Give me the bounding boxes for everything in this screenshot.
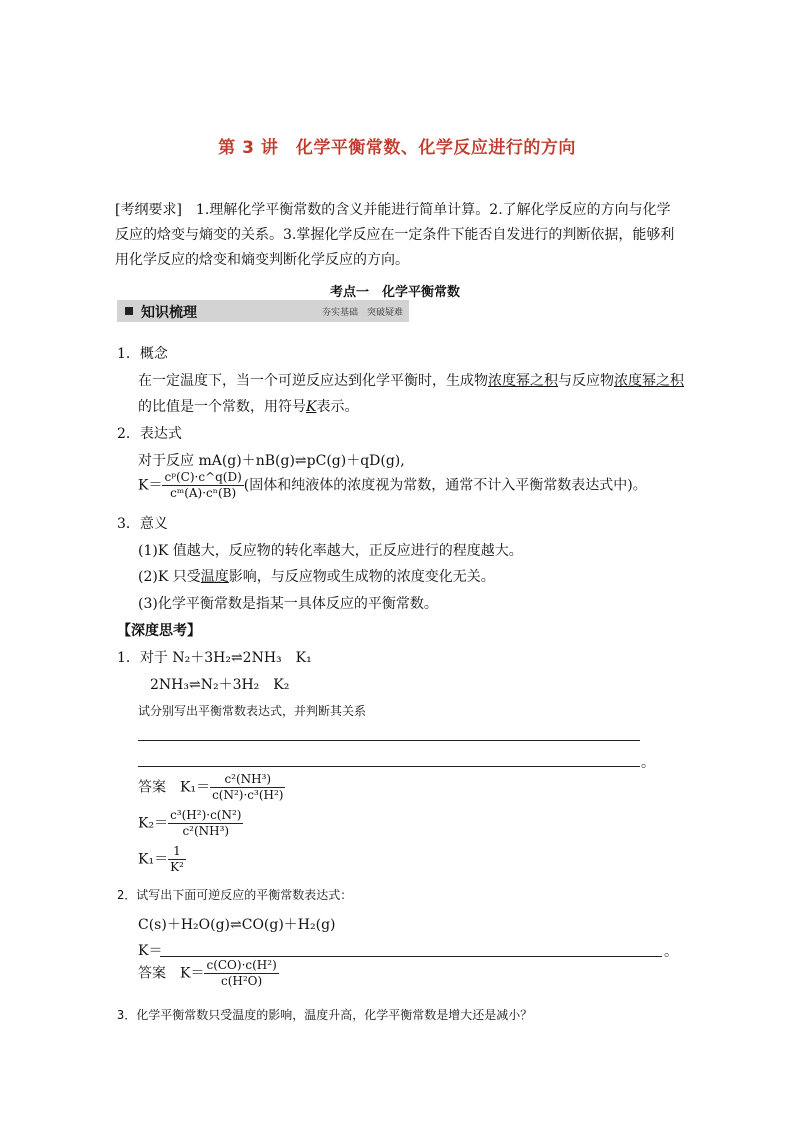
- expression-formula: [138, 470, 647, 501]
- expression-fraction: [162, 470, 243, 501]
- question-1-ask: 试分别写出平衡常数表达式，并判断其关系: [138, 704, 367, 718]
- q1-k1-numerator: c²(NH³): [210, 772, 285, 788]
- requirements-label: [考纲要求]: [115, 202, 182, 218]
- q1-k1b-fraction: [168, 844, 186, 875]
- q2-denominator: c(H²O): [221, 974, 263, 988]
- q1-k2-numerator: c³(H²)·c(N²): [170, 808, 242, 822]
- meaning-2-b: 影响，与反应物或生成物的浓度变化无关。: [228, 569, 495, 585]
- concept-underline-3: K: [306, 399, 317, 415]
- concept-line-2: [138, 396, 358, 416]
- concept-underline-1: 浓度幂之积: [488, 373, 558, 389]
- q2-answer-label: 答案: [138, 965, 166, 982]
- expression-heading: 2．表达式: [117, 426, 182, 442]
- q1-answer-k2: [138, 808, 243, 839]
- concept-text-d: 表示。: [316, 399, 359, 415]
- answer-blank-line-2: [138, 766, 640, 767]
- q1-answer-relation: [138, 844, 186, 875]
- expression-note: (固体和纯液体的浓度视为常数，通常不计入平衡常数表达式中)。: [243, 477, 647, 494]
- expression-k: K＝: [138, 477, 163, 494]
- q2-fraction: [204, 958, 278, 989]
- section-subtitle: 夯实基础 突破疑难: [321, 308, 403, 318]
- kaodian-heading: 考点一 化学平衡常数: [330, 285, 461, 300]
- deep-thinking-label: 【深度思考】: [117, 623, 201, 639]
- concept-text-a: 在一定温度下，当一个可逆反应达到化学平衡时，生成物: [138, 373, 488, 389]
- q1-k1-fraction: [210, 772, 285, 803]
- q1-k2: K₂＝: [138, 815, 169, 832]
- q1-k1b-denominator: K²: [170, 860, 184, 874]
- requirements-paragraph: [115, 198, 680, 273]
- meaning-heading: 3．意义: [117, 516, 168, 532]
- concept-heading: 1．概念: [117, 346, 168, 362]
- question-3-ask: 3．化学平衡常数只受温度的影响，温度升高，化学平衡常数是增大还是减小？: [117, 1008, 533, 1022]
- meaning-1: (1)K 值越大，反应物的转化率越大，正反应进行的程度越大。: [138, 543, 523, 559]
- question-2-k: K＝: [138, 943, 163, 959]
- q2-numerator: c(CO)·c(H²): [206, 958, 277, 972]
- question-2-equation: C(s)＋H₂O(g)⇌CO(g)＋H₂(g): [138, 917, 336, 933]
- expression-denominator: cᵐ(A)·cⁿ(B): [170, 486, 237, 500]
- expression-numerator: cᵖ(C)·c^q(D): [164, 470, 242, 484]
- square-bullet-icon: [125, 307, 133, 315]
- concept-text-b: 与反应物: [558, 373, 614, 389]
- question-2-ask: 2．试写出下面可逆反应的平衡常数表达式：: [117, 888, 353, 902]
- meaning-2: [138, 566, 495, 586]
- blank-period-2: 。: [664, 944, 678, 960]
- page-title: 第 3 讲 化学平衡常数、化学反应进行的方向: [218, 138, 576, 158]
- blank-period-1: 。: [641, 755, 655, 771]
- q1-k2-fraction: [168, 808, 243, 839]
- q1-k1: K₁＝: [180, 779, 211, 796]
- section-label: 知识梳理: [141, 305, 197, 321]
- q2-answer: [138, 958, 279, 989]
- q1-k1b-numerator: 1: [168, 844, 186, 860]
- answer-blank-line-3: [160, 956, 662, 957]
- section-bar: [117, 300, 409, 322]
- answer-blank-line-1: [138, 740, 640, 741]
- concept-line-1: [138, 370, 684, 390]
- q1-k1b: K₁＝: [138, 851, 169, 868]
- meaning-3: (3)化学平衡常数是指某一具体反应的平衡常数。: [138, 596, 438, 612]
- meaning-2-underline: 温度: [200, 569, 229, 585]
- q1-answer-k1: [138, 772, 285, 803]
- concept-text-c: 的比值是一个常数，用符号: [138, 399, 306, 415]
- concept-underline-2: 浓度幂之积: [614, 373, 684, 389]
- question-1-line-2: 2NH₃⇌N₂＋3H₂ K₂: [150, 677, 290, 693]
- question-1-line-1: 1．对于 N₂＋3H₂⇌2NH₃ K₁: [117, 650, 312, 666]
- requirements-text: 1.理解化学平衡常数的含义并能进行简单计算。2.了解化学反应的方向与化学反应的焓变与熵变的关系。3.掌握化学反应在一定条件下能否自发进行的判断依据，能够利用化学反应的焓变和熵变判断化学反应的方向。: [115, 202, 675, 268]
- q1-k2-denominator: c²(NH³): [182, 824, 230, 838]
- q1-k1-denominator: c(N²)·c³(H²): [212, 788, 284, 802]
- q1-answer-label: 答案: [138, 779, 166, 796]
- meaning-2-a: (2)K 只受: [138, 569, 201, 585]
- expression-reaction: 对于反应 mA(g)＋nB(g)⇌pC(g)＋qD(g),: [138, 453, 405, 469]
- q2-answer-k: K＝: [180, 965, 205, 982]
